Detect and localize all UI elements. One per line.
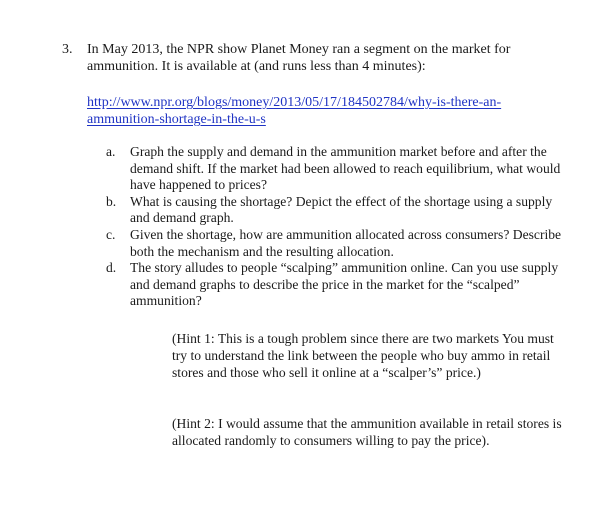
hint-1: (Hint 1: This is a tough problem since there are two markets You must try to understand the link between the people who buy ammo in retail stores and those who sell it online at a “scalper’s” price.) (172, 331, 554, 380)
segment-link[interactable]: http://www.npr.org/blogs/money/2013/05/17/184502784/why-is-there-an-ammunition-shortage-in-the-u-s (87, 95, 502, 127)
subpart-letter: c. (106, 226, 116, 242)
subpart-c (106, 227, 566, 260)
hint-2: (Hint 2: I would assume that the ammunition available in retail stores is allocated randomly to consumers willing to pay the price). (172, 416, 562, 448)
subpart-d (106, 260, 566, 310)
subpart-letter: a. (106, 144, 116, 159)
subpart-text: What is causing the shortage? Depict the effect of the shortage using a supply and demand graph. (130, 193, 553, 226)
subpart-letter: d. (106, 260, 117, 276)
question-text: In May 2013, the NPR show Planet Money ran a segment on the market for ammunition. It is available at (and runs less than 4 minutes): (87, 42, 511, 74)
subpart-text: The story alludes to people “scalping” ammunition online. Can you use supply and demand graphs to describe the price in the market for the “scalped” ammunition? (130, 260, 559, 309)
subpart-text: Graph the supply and demand in the ammunition market before and after the demand shift. If the market had been allowed to reach equilibrium, what would have happened to prices? (130, 144, 561, 193)
subpart-letter: b. (106, 193, 117, 209)
subpart-b (106, 194, 566, 227)
subpart-a (106, 144, 566, 194)
subpart-text: Given the shortage, how are ammunition allocated across consumers? Describe both the mechanism and the resulting allocation. (130, 226, 562, 259)
subpart-list (106, 144, 566, 310)
question-number: 3. (62, 42, 73, 57)
